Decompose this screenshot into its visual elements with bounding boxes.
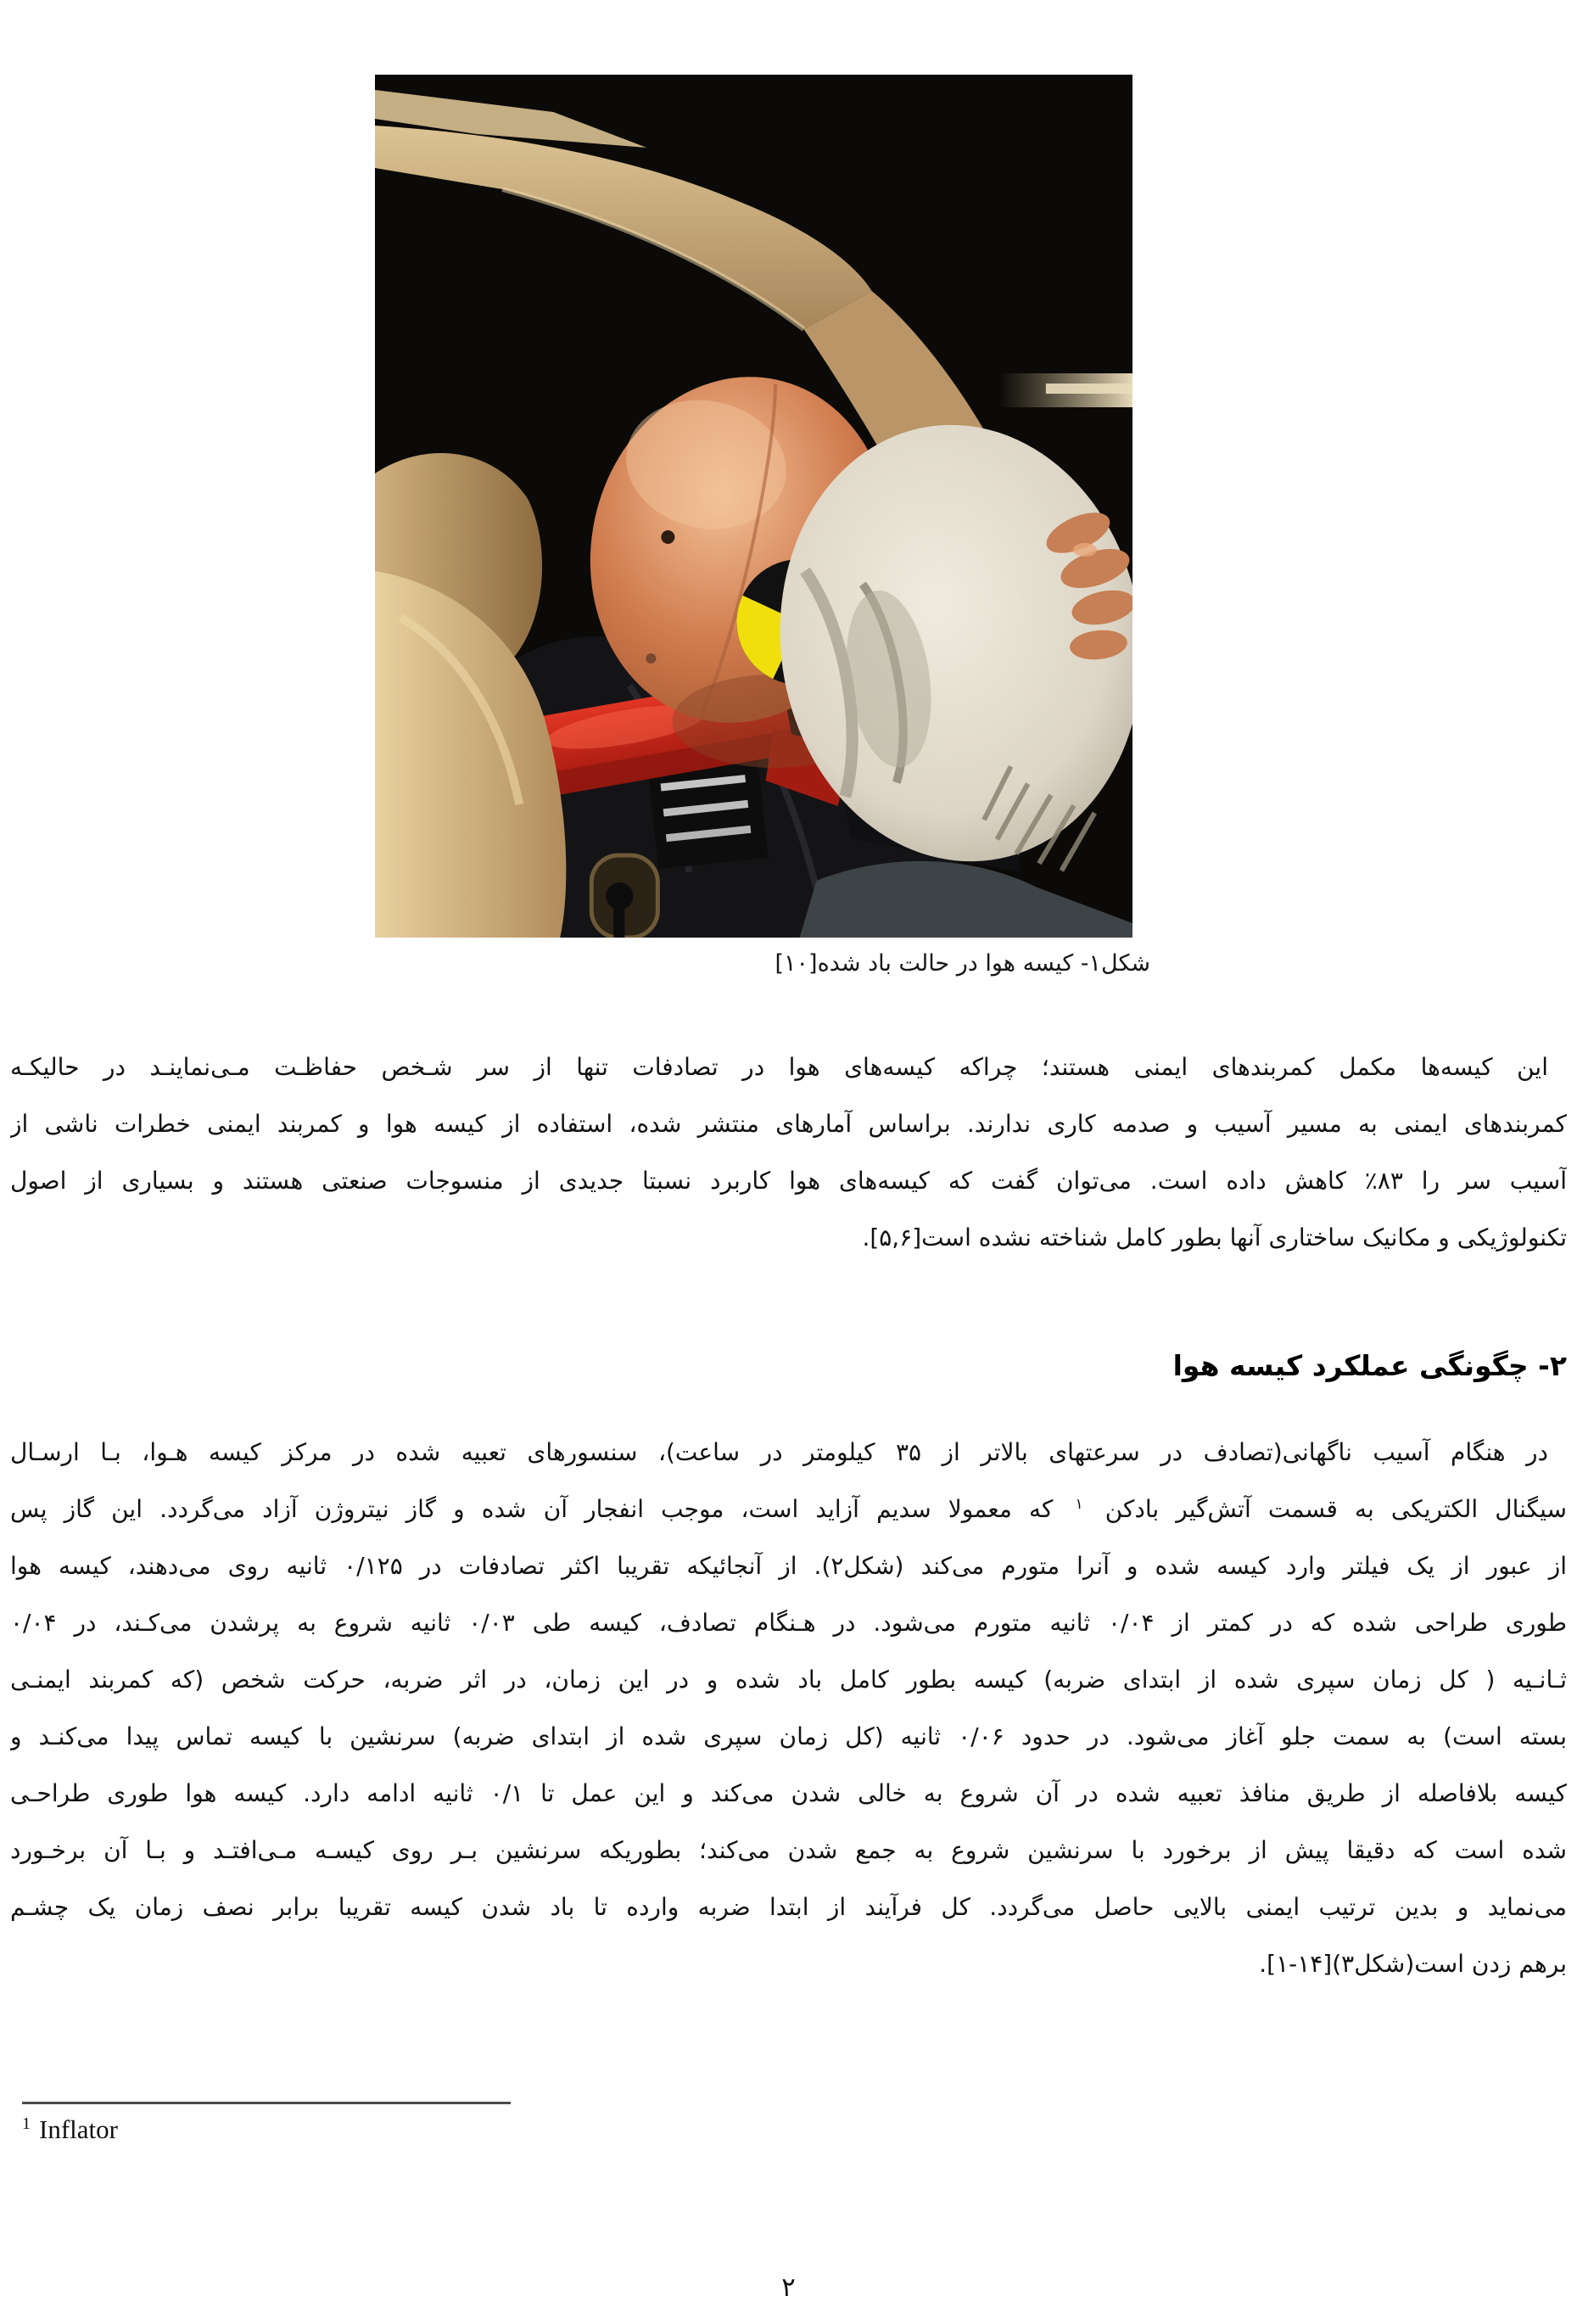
head-marker-dot xyxy=(661,530,674,544)
footnote-reference: ۱ xyxy=(1075,1495,1083,1513)
paragraph-line: بسته است) به سمت جلو آغاز می‌شود. در حدود ۰/۰۶ ثانیه (کل زمان سپری شده از ابتدای ضربه) سرنشین با کیسه تماس پیدا می‌کنـد و xyxy=(10,1722,1567,1750)
section-heading: ۲- چگونگی عملکرد کیسه هوا xyxy=(1172,1349,1567,1382)
page-number: ۲ xyxy=(781,2272,796,2303)
intro-paragraph xyxy=(10,1039,1567,1266)
footnote-separator xyxy=(22,2102,511,2104)
paragraph-line-with-footnote-ref xyxy=(10,1481,1567,1537)
paragraph-line: این کیسه‌ها مکمل کمربندهای ایمنی هستند؛ چراکه کیسه‌های هوا در تصادفات تنها از سر شـخص حفاظـت مـی‌نماینـد در حالیکـه xyxy=(10,1053,1548,1081)
figure-photo xyxy=(375,75,1132,938)
paragraph-line: ثـانـیه ( کل زمان سپری شده از ابتدای ضربه) کیسه بطور کامل باد شده و در این زمان، در اثر ضربه، حرکت شخص (که کمربند ایمنـی xyxy=(10,1666,1567,1694)
paragraph-line: کمربندهای ایمنی به مسیر آسیب و صدمه کاری ندارند. براساس آمارهای منتشر شده، استفاده از کیسه هوا و کمربند ایمنی خطرات ناشی از xyxy=(10,1110,1567,1138)
paragraph-line: شده است که دقیقا پیش از برخورد با سرنشین شروع به جمع شدن می‌کند؛ بطوریکه سرنشین بـر روی کیسـه مـی‌افتـد و بـا آن برخـورد xyxy=(10,1836,1567,1864)
figure-caption: شکل۱- کیسه هوا در حالت باد شده[۱۰] xyxy=(775,950,1150,977)
paragraph-line: از عبور از یک فیلتر وارد کیسه شده و آنرا متورم می‌کند (شکل۲). از آنجائیکه تقریبا اکثر تصادفات در ۰/۱۲۵ ثانیه روی می‌دهند، کیسه هوا xyxy=(10,1552,1567,1580)
footnote xyxy=(22,2114,118,2145)
paragraph-line: طوری طراحی شده که در کمتر از ۰/۰۴ ثانیه متورم می‌شود. در هـنگام تصادف، کیسه طی ۰/۰۳ ثانیه شروع به پرشدن می‌کـند، در ۰/۰۴ xyxy=(10,1609,1567,1637)
head-lower-dot xyxy=(646,653,656,664)
line-segment: که معمولا سدیم آزاید است، موجب انفجار آن شده و گاز نیتروژن آزاد می‌گردد. این گاز پس xyxy=(10,1495,1054,1523)
footnote-marker: 1 xyxy=(22,2114,31,2133)
seat-lever xyxy=(591,855,657,938)
paragraph-line: آسیب سر را ۸۳٪ کاهش داده است. می‌توان گفت که کیسه‌های هوا کاربرد نسبتا جدیدی از منسوجات صنعتی هستند و بسیاری از اصول xyxy=(10,1167,1567,1195)
line-segment: سیگنال الکتریکی به قسمت آتش‌گیر بادکن xyxy=(1104,1495,1567,1523)
paragraph-line: می‌نماید و بدین ترتیب ایمنی بالایی حاصل می‌گردد. کل فرآیند از ابتدا ضربه وارده تا باد شدن کیسه تقریبا برابر نصف زمان یک چشـم xyxy=(10,1893,1567,1921)
paragraph-line: در هنگام آسیب ناگهانی(تصادف در سرعتهای بالاتر از ۳۵ کیلومتر در ساعت)، سنسورهای تعبیه شده در مرکز کیسه هـوا، بـا ارسـال xyxy=(10,1438,1548,1466)
body-paragraph xyxy=(10,1424,1567,1992)
footnote-text: Inflator xyxy=(39,2114,118,2144)
paragraph-line: کیسه بلافاصله از طریق منافذ تعبیه شده در آن شروع به خالی شدن می‌کند و این عمل تا ۰/۱ ثانیه ادامه دارد. کیسه هوا طوری طراحـی xyxy=(10,1779,1567,1807)
airbag-photo-illustration xyxy=(375,75,1132,938)
light-streak-core xyxy=(1046,384,1132,394)
paragraph-line: تکنولوژیکی و مکانیک ساختاری آنها بطور کامل شناخته نشده است[۵,۶]. xyxy=(862,1224,1567,1252)
paragraph-line: برهم زدن است(شکل۳)[۱۴-۱]. xyxy=(1259,1950,1567,1978)
